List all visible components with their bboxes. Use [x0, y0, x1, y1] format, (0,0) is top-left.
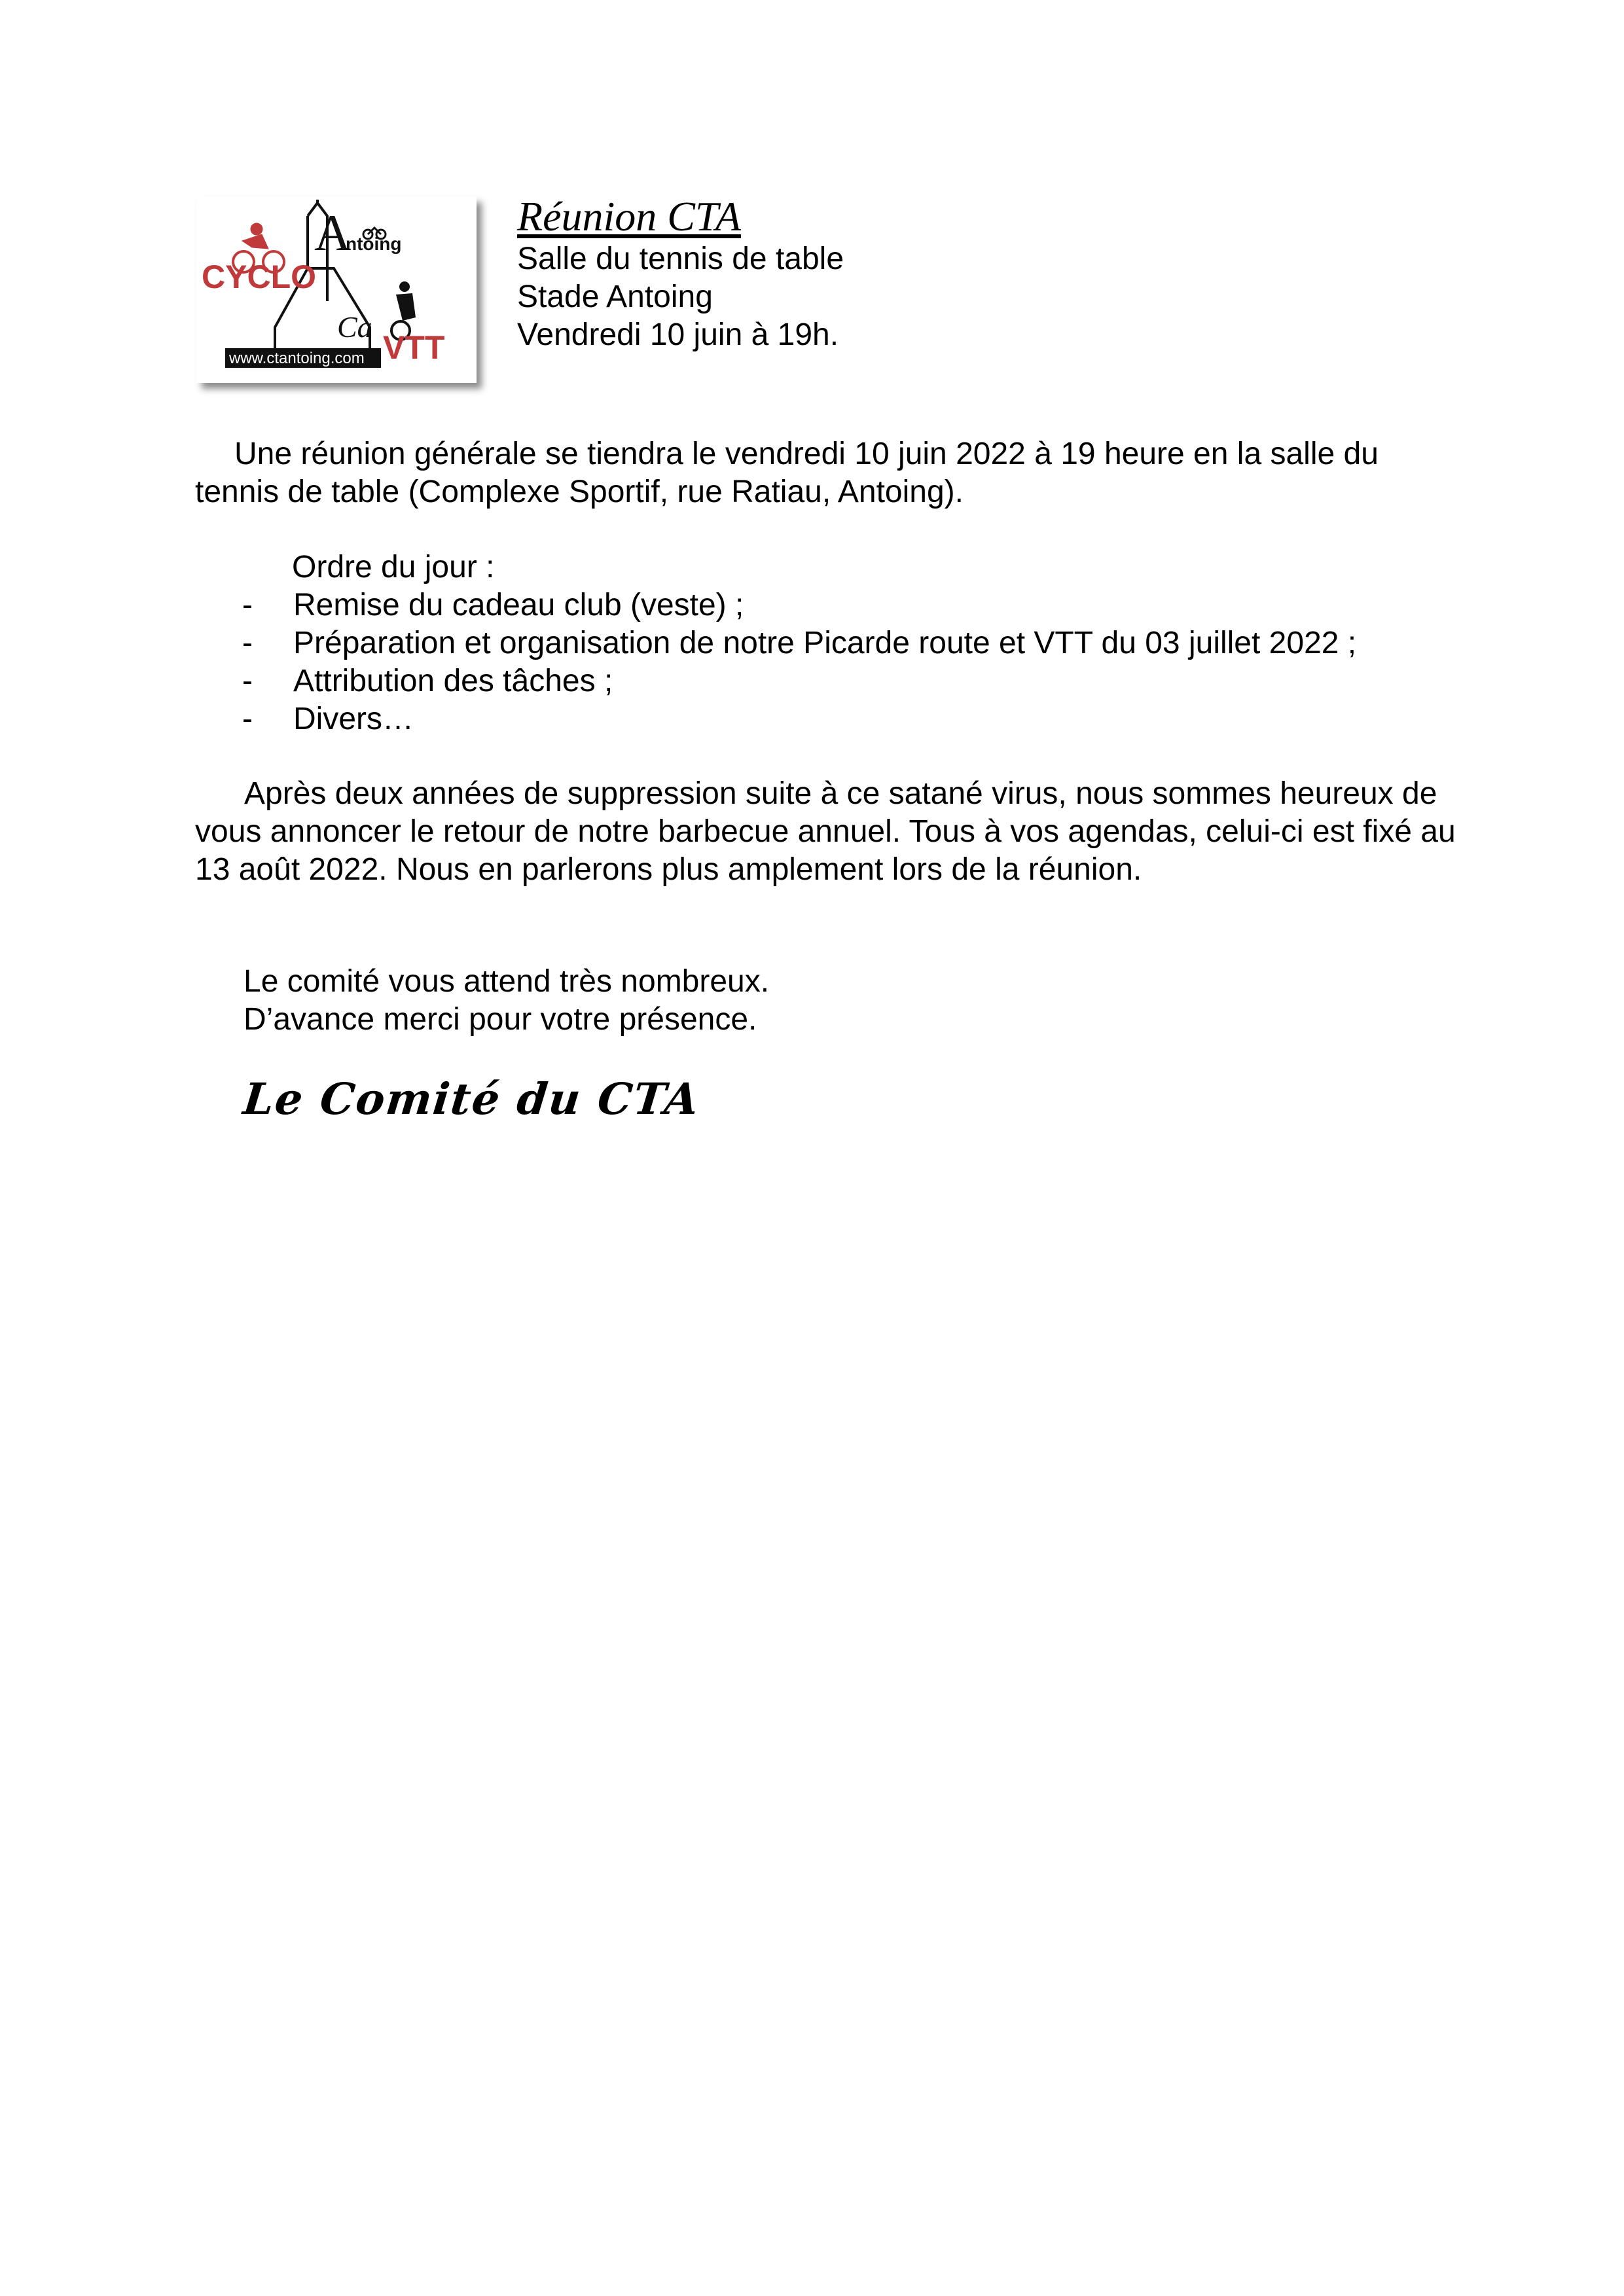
- club-logo: [196, 196, 477, 383]
- logo-url: www.ctantoing.com: [229, 350, 365, 367]
- list-item: - Divers…: [242, 702, 414, 736]
- meeting-header: [517, 193, 844, 354]
- signature: Le Comité du CTA: [240, 1073, 702, 1124]
- intro-paragraph: Une réunion générale se tiendra le vendredi 10 juin 2022 à 19 heure en la salle du tennis de table (Complexe Sportif, rue Ratiau, Antoing).: [195, 437, 1379, 509]
- list-item: - Remise du cadeau club (veste) ;: [242, 588, 744, 622]
- date-line: Vendredi 10 juin à 19h.: [517, 317, 839, 352]
- logo-antoing: ntoing: [346, 234, 402, 254]
- closing-line: Le comité vous attend très nombreux.: [244, 964, 770, 999]
- logo-cyclo: CYCLO: [202, 259, 316, 295]
- barbecue-paragraph: Après deux années de suppression suite à ce satané virus, nous sommes heureux de vous annoncer le retour de notre barbecue annuel. Tous à vos agendas, celui-ci est fixé au 13 août 2022. Nous en parlerons plus amplement lors de la réunion.: [195, 776, 1456, 887]
- logo-vtt: VTT: [383, 329, 445, 366]
- agenda-list: [242, 586, 1356, 738]
- page-title: Réunion CTA: [517, 193, 741, 240]
- list-item: - Préparation et organisation de notre Picarde route et VTT du 03 juillet 2022 ;: [242, 626, 1357, 660]
- logo-letter-a: A: [314, 204, 352, 261]
- agenda-title: Ordre du jour :: [292, 550, 495, 584]
- closing-block: [244, 963, 769, 1039]
- location-line: Stade Antoing: [517, 279, 713, 314]
- closing-line: D’avance merci pour votre présence.: [244, 1002, 757, 1037]
- list-item: - Attribution des tâches ;: [242, 664, 613, 698]
- logo-ca-mark: Ca: [337, 310, 372, 344]
- venue-line: Salle du tennis de table: [517, 242, 844, 276]
